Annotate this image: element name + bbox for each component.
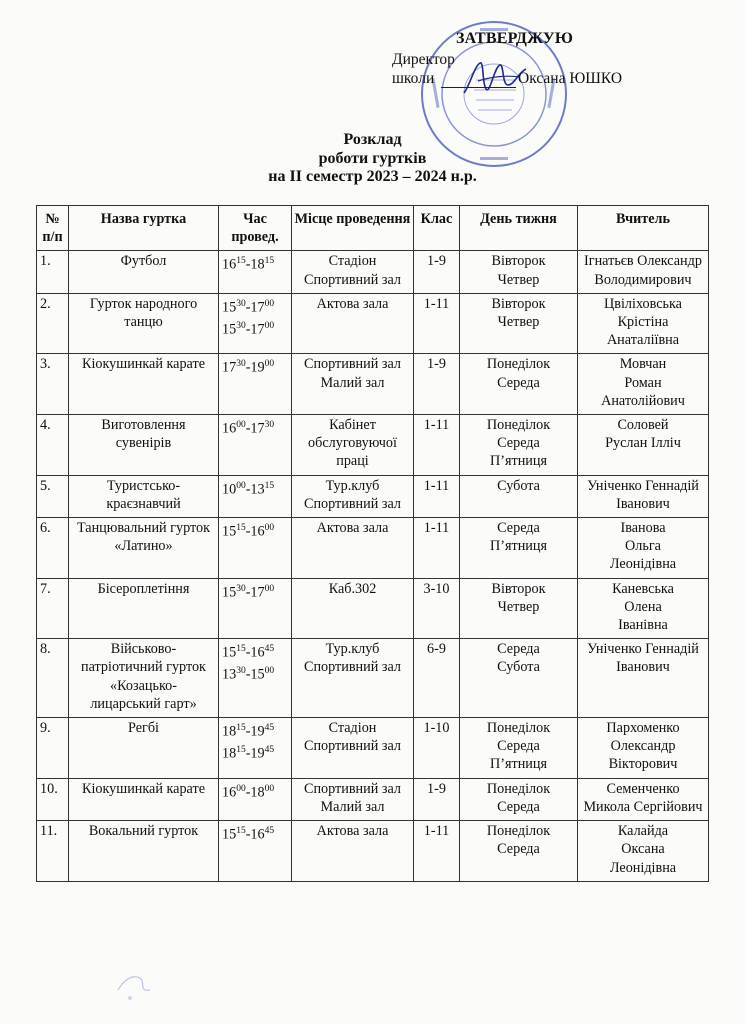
cell-place-line: Стадіон [328,720,377,737]
cell-name [69,518,219,579]
time-hours: 17 [250,420,265,437]
cell-name-line: Гурток народного [89,295,198,312]
approval-name: Оксана ЮШКО [518,70,623,87]
cell-teacher [578,518,709,579]
time-hours: 16 [222,784,237,801]
heading-line-1: Розклад [343,131,402,148]
time-dash: - [245,481,251,498]
time-minutes: 00 [264,320,275,331]
cell-name-line: Військово- [110,641,177,658]
table-row [37,251,709,293]
time-hours: 15 [222,584,237,601]
cell-num: 6. [37,518,69,579]
cell-place [292,475,414,517]
cell-place-line: Спортивний зал [304,780,401,797]
table-row [37,821,709,882]
cell-day-line: Понеділок [486,417,551,434]
time-minutes: 30 [236,320,246,331]
time-hours: 16 [250,645,265,661]
cell-day-line: Субота [497,659,540,676]
cell-name-line: краєзнавчий [106,495,181,512]
header-grade: Клас [414,206,460,251]
time-minutes: 00 [264,523,275,534]
time-minutes: 15 [264,480,275,491]
cell-day-line: Понеділок [486,780,551,797]
time-hours: 16 [222,257,237,274]
header-name: Назва гуртка [69,206,219,251]
cell-num: 8. [37,639,69,718]
time-dash: - [245,584,251,601]
cell-name-line: Регбі [128,720,159,737]
time-hours: 17 [250,321,265,338]
cell-place [292,778,414,820]
time-range [222,719,289,741]
cell-num: 4. [37,415,69,476]
time-minutes: 45 [264,745,275,756]
cell-day-line: Четвер [497,271,540,288]
time-hours: 15 [222,826,237,843]
cell-time [219,354,292,415]
cell-teacher [578,354,709,415]
cell-time [219,718,292,779]
cell-teacher-line: Руслан Ілліч [605,435,681,452]
cell-grade: 6-9 [414,639,460,718]
time-range [222,580,289,602]
cell-place-line: обслуговуючої [308,435,397,452]
cell-days [460,578,578,639]
cell-time [219,578,292,639]
time-minutes: 15 [236,644,246,655]
cell-name-line: сувенірів [115,435,172,452]
cell-grade: 1-9 [414,251,460,293]
time-dash: - [245,826,251,843]
time-dash: - [245,645,251,661]
time-minutes: 30 [236,298,246,309]
time-minutes: 00 [236,480,246,491]
time-minutes: 15 [236,745,246,756]
time-hours: 16 [250,523,265,540]
cell-place [292,821,414,882]
header-time: Час провед. [219,206,292,251]
cell-name-line: патріотичний гурток [81,659,206,676]
cell-grade: 1-10 [414,718,460,779]
time-hours: 13 [250,481,265,498]
time-dash: - [245,723,251,740]
cell-name [69,354,219,415]
cell-teacher-line: Роман [624,374,662,391]
cell-teacher [578,718,709,779]
cell-num: 7. [37,578,69,639]
time-dash: - [245,784,251,801]
cell-name [69,415,219,476]
cell-name [69,821,219,882]
cell-place-line: Малий зал [320,798,385,815]
cell-teacher [578,578,709,639]
cell-name-line: лицарський гарт» [90,695,197,712]
cell-day-line: Середа [497,798,540,815]
cell-place-line: Спортивний зал [304,271,401,288]
cell-num: 10. [37,778,69,820]
table-row [37,778,709,820]
cell-teacher-line: Мовчан [619,356,667,373]
cell-time [219,251,292,293]
cell-name [69,778,219,820]
time-range [222,780,289,802]
cell-name [69,475,219,517]
time-dash: - [245,321,251,338]
time-minutes: 30 [236,583,246,594]
cell-day-line: П’ятниця [490,538,547,555]
table-header-row [37,206,709,251]
cell-teacher-line: Олександр [610,738,676,755]
time-range [222,252,289,274]
cell-place-line: Актова зала [316,295,389,312]
cell-day-line: Вівторок [491,253,546,270]
cell-name [69,639,219,718]
cell-name-line: Бісероплетіння [97,580,190,597]
cell-name [69,578,219,639]
time-hours: 19 [250,360,265,377]
table-row [37,475,709,517]
cell-time [219,778,292,820]
cell-name [69,293,219,354]
time-minutes: 15 [264,256,275,267]
approval-block [0,0,745,110]
cell-time [219,415,292,476]
cell-day-line: Понеділок [486,823,551,840]
cell-place-line: Спортивний зал [304,356,401,373]
cell-days [460,415,578,476]
cell-days [460,518,578,579]
time-range [222,477,289,499]
time-minutes: 15 [236,523,246,534]
cell-day-line: П’ятниця [490,756,547,773]
time-hours: 18 [250,257,265,274]
cell-teacher-line: Каневська [612,580,674,597]
cell-teacher [578,475,709,517]
time-minutes: 00 [264,783,275,794]
cell-teacher-line: Леонідівна [609,556,677,573]
cell-num: 5. [37,475,69,517]
time-hours: 15 [222,299,237,316]
cell-day-line: Середа [497,520,540,537]
cell-num: 2. [37,293,69,354]
cell-name-line: Танцювальний гурток [76,520,211,537]
cell-name-line: Кіокушинкай карате [81,356,205,373]
cell-name [69,718,219,779]
cell-grade: 1-9 [414,778,460,820]
approval-role: Директор [392,51,455,68]
cell-day-line: Субота [497,477,540,494]
cell-days [460,293,578,354]
cell-day-line: Понеділок [486,356,551,373]
table-row [37,639,709,718]
cell-num: 1. [37,251,69,293]
document-heading [0,131,745,187]
cell-grade: 3-10 [414,578,460,639]
cell-time [219,293,292,354]
time-hours: 19 [250,745,265,762]
cell-name-line: Футбол [120,253,167,270]
cell-teacher [578,415,709,476]
table-row [37,354,709,415]
time-dash: - [245,745,251,762]
cell-grade: 1-11 [414,821,460,882]
cell-teacher-line: Оксана [621,841,665,858]
time-dash: - [245,523,251,540]
cell-days [460,821,578,882]
cell-day-line: Середа [497,435,540,452]
time-dash: - [245,257,251,274]
cell-num: 11. [37,821,69,882]
time-hours: 19 [250,723,265,740]
time-range [222,640,289,662]
time-hours: 18 [222,745,237,762]
time-hours: 15 [250,666,265,683]
time-range [222,822,289,844]
time-minutes: 00 [236,420,246,431]
cell-days [460,778,578,820]
cell-place-line: Актова зала [316,823,389,840]
cell-teacher-line: Уніченко Геннадій [587,641,699,658]
time-minutes: 15 [236,723,246,734]
time-hours: 15 [222,645,237,661]
cell-time [219,475,292,517]
cell-teacher-line: Калайда [617,823,669,840]
cell-teacher [578,293,709,354]
approval-school: школи [392,70,435,87]
time-dash: - [245,299,251,316]
time-range [222,355,289,377]
cell-num: 9. [37,718,69,779]
heading-line-3: на ІІ семестр 2023 – 2024 н.р. [268,168,477,185]
time-minutes: 30 [236,666,246,677]
cell-day-line: Четвер [497,598,540,615]
cell-place-line: Каб.302 [328,580,377,597]
header-num: № п/п [37,206,69,251]
time-minutes: 45 [264,723,275,734]
cell-place [292,718,414,779]
time-minutes: 00 [264,359,275,370]
time-range [222,662,289,684]
cell-day-line: Середа [497,841,540,858]
time-dash: - [245,666,251,683]
time-hours: 10 [222,481,237,498]
time-dash: - [245,360,251,377]
cell-name-line: Виготовлення [101,417,186,434]
time-minutes: 45 [264,644,275,655]
cell-place-line: Спортивний зал [304,738,401,755]
cell-time [219,639,292,718]
cell-teacher-line: Ольга [625,538,661,555]
time-hours: 15 [222,523,237,540]
cell-day-line: Середа [497,641,540,658]
cell-name [69,251,219,293]
table-body [37,251,709,881]
table-row [37,415,709,476]
time-minutes: 30 [264,420,275,431]
time-minutes: 15 [236,256,246,267]
header-place: Місце проведення [292,206,414,251]
time-hours: 17 [250,299,265,316]
cell-days [460,718,578,779]
cell-teacher-line: Семенченко [606,780,680,797]
time-hours: 16 [222,420,237,437]
cell-day-line: Середа [497,374,540,391]
cell-days [460,475,578,517]
cell-place-line: Малий зал [320,374,385,391]
cell-teacher-line: Іванович [616,659,670,676]
cell-teacher [578,639,709,718]
cell-teacher [578,821,709,882]
cell-day-line: П’ятниця [490,453,547,470]
header-days: День тижня [460,206,578,251]
cell-teacher-line: Іванович [616,495,670,512]
cell-teacher-line: Уніченко Геннадій [587,477,699,494]
table-row [37,518,709,579]
cell-day-line: Середа [497,738,540,755]
cell-days [460,251,578,293]
cell-name-line: Вокальний гурток [88,823,199,840]
cell-day-line: Вівторок [491,295,546,312]
cell-teacher-line: Анатолійович [601,392,685,409]
cell-name-line: «Козацько- [110,677,177,694]
time-minutes: 00 [236,783,246,794]
cell-teacher-line: Іванова [620,520,666,537]
cell-teacher-line: Леонідівна [609,859,677,876]
cell-time [219,821,292,882]
cell-teacher-line: Анаталіївна [606,332,680,349]
time-minutes: 15 [236,826,246,837]
cell-day-line: Четвер [497,314,540,331]
cell-place-line: Спортивний зал [304,495,401,512]
cell-teacher-line: Пархоменко [606,720,680,737]
cell-place-line: Кабінет [329,417,376,434]
time-hours: 18 [250,784,265,801]
cell-grade: 1-11 [414,293,460,354]
cell-num: 3. [37,354,69,415]
cell-day-line: Вівторок [491,580,546,597]
cell-time [219,518,292,579]
cell-grade: 1-11 [414,475,460,517]
cell-place [292,518,414,579]
cell-teacher-line: Вікторович [608,756,678,773]
cell-days [460,354,578,415]
cell-teacher-line: Ігнатьєв Олександр [584,253,702,270]
time-range [222,741,289,763]
cell-name-line: танцю [124,314,163,331]
time-hours: 15 [222,321,237,338]
time-hours: 18 [222,723,237,740]
time-hours: 17 [222,360,237,377]
cell-teacher-line: Олена [624,598,662,615]
cell-teacher-line: Соловей [617,417,669,434]
time-minutes: 00 [264,666,275,677]
blue-ink-mark-icon [110,960,170,1005]
time-range [222,317,289,339]
cell-place-line: Стадіон [328,253,377,270]
cell-place [292,639,414,718]
time-minutes: 00 [264,583,275,594]
cell-place [292,354,414,415]
cell-name-line: «Латино» [114,538,173,555]
signature-line [441,87,516,88]
cell-place-line: Спортивний зал [304,659,401,676]
cell-place-line: Актова зала [316,520,389,537]
cell-place [292,578,414,639]
cell-days [460,639,578,718]
cell-place [292,293,414,354]
cell-teacher [578,251,709,293]
cell-place-line: праці [336,453,369,470]
time-minutes: 00 [264,298,275,309]
cell-place-line: Тур.клуб [325,477,380,494]
cell-day-line: Понеділок [486,720,551,737]
cell-teacher [578,778,709,820]
cell-teacher-line: Цвіліховська [604,295,682,312]
cell-name-line: Туристсько- [106,477,181,494]
time-range [222,519,289,541]
cell-teacher-line: Микола Сергійович [583,798,703,815]
time-hours: 13 [222,666,237,683]
cell-place-line: Тур.клуб [325,641,380,658]
time-hours: 17 [250,584,265,601]
cell-teacher-line: Іванівна [618,617,668,634]
time-minutes: 30 [236,359,246,370]
cell-grade: 1-9 [414,354,460,415]
cell-teacher-line: Крістіна [617,314,669,331]
cell-grade: 1-11 [414,415,460,476]
header-teacher: Вчитель [578,206,709,251]
time-range [222,416,289,438]
cell-place [292,415,414,476]
schedule-table [36,205,709,882]
time-hours: 16 [250,826,265,843]
heading-line-2: роботи гуртків [318,149,427,167]
cell-place [292,251,414,293]
table-row [37,293,709,354]
time-dash: - [245,420,251,437]
cell-grade: 1-11 [414,518,460,579]
approval-title: ЗАТВЕРДЖУЮ [456,30,574,47]
time-minutes: 45 [264,826,275,837]
table-row [37,718,709,779]
time-range [222,295,289,317]
cell-name-line: Кіокушинкай карате [81,780,205,797]
cell-teacher-line: Володимирович [594,271,692,288]
table-row [37,578,709,639]
